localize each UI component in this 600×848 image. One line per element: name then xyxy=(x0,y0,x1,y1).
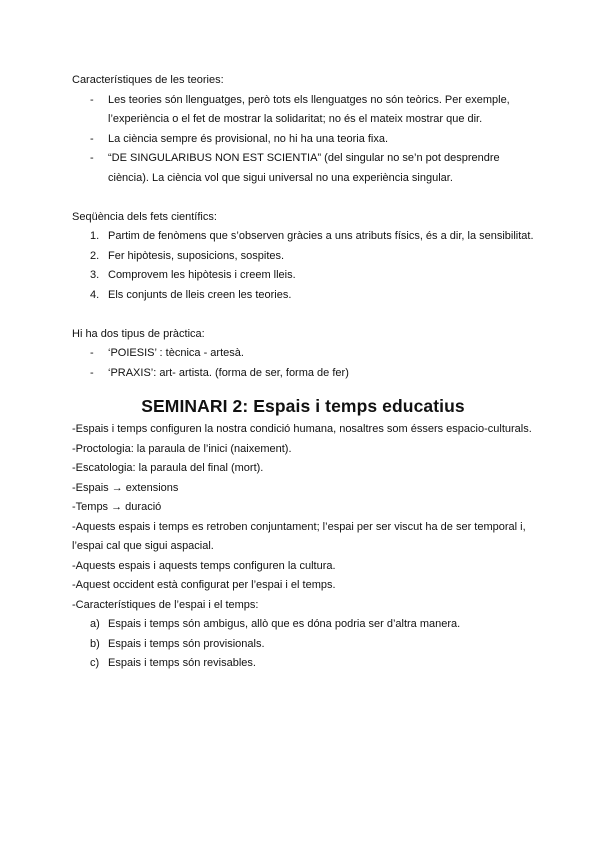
number-marker: 3. xyxy=(90,269,100,281)
list-item-text: Espais i temps són revisables. xyxy=(108,657,256,669)
number-marker: 4. xyxy=(90,288,100,301)
list-item xyxy=(72,227,534,247)
paragraph: -Espais i temps configuren la nostra condició humana, nosaltres som éssers espacio-culturals. xyxy=(72,423,532,435)
list-item-text: Espais i temps són ambigus, allò que es dóna podria ser d’altra manera. xyxy=(108,618,461,630)
characteristics-list xyxy=(72,615,534,674)
list-item xyxy=(72,286,534,306)
list-item-text: La ciència sempre és provisional, no hi ha una teoria fixa. xyxy=(108,132,389,145)
section-heading-practice: Hi ha dos tipus de pràctica: xyxy=(72,327,205,340)
paragraph: -Temps → duració xyxy=(72,501,162,513)
list-item xyxy=(72,247,534,267)
letter-marker: b) xyxy=(90,637,100,650)
list-item-text: Partim de fenòmens que s’observen gràcies a uns atributs físics, és a dir, la sensibilitat. xyxy=(108,230,534,242)
dash-marker: - xyxy=(90,366,94,379)
paragraph: -Aquests espais i aquests temps configuren la cultura. xyxy=(72,559,336,572)
document-page xyxy=(72,71,534,674)
list-item-text: Fer hipòtesis, suposicions, sospites. xyxy=(108,249,285,262)
paragraph: -Característiques de l’espai i el temps: xyxy=(72,598,259,611)
number-marker: 1. xyxy=(90,230,100,242)
dash-marker: - xyxy=(90,132,94,145)
list-item-text: Les teories són llenguatges, però tots els llenguatges no són teòrics. Per exemple, l’experiència o el fet de mostrar la solidaritat; no és el mateix mostrar que dir. xyxy=(108,93,510,125)
section-heading-theories: Característiques de les teories: xyxy=(72,74,224,86)
paragraph: -Aquests espais i temps es retroben conjuntament; l’espai per ser viscut ha de ser temporal i, l’espai cal que sigui aspacial. xyxy=(72,520,526,552)
list-item xyxy=(72,91,534,130)
dash-marker: - xyxy=(90,152,94,164)
sequence-list xyxy=(72,227,534,305)
list-item xyxy=(72,149,534,188)
seminar-title: SEMINARI 2: Espais i temps educatius xyxy=(141,396,465,416)
paragraph: -Espais → extensions xyxy=(72,481,179,494)
paragraph: -Escatologia: la paraula del final (mort). xyxy=(72,462,264,474)
list-item-text: Espais i temps són provisionals. xyxy=(108,637,265,650)
section-heading-sequence: Seqüència dels fets científics: xyxy=(72,210,217,223)
paragraph: -Aquest occident està configurat per l’espai i el temps. xyxy=(72,579,336,591)
number-marker: 2. xyxy=(90,249,100,262)
list-item xyxy=(72,266,534,286)
list-item-text: Els conjunts de lleis creen les teories. xyxy=(108,288,292,301)
list-item xyxy=(72,364,534,384)
list-item-text: ‘PRAXIS’: art- artista. (forma de ser, forma de fer) xyxy=(108,366,349,379)
practice-list xyxy=(72,344,534,383)
list-item xyxy=(72,130,534,150)
list-item xyxy=(72,635,534,655)
theories-list xyxy=(72,91,534,189)
paragraph: -Proctologia: la paraula de l’inici (naixement). xyxy=(72,442,292,455)
list-item xyxy=(72,654,534,674)
dash-marker: - xyxy=(90,93,94,106)
list-item xyxy=(72,615,534,635)
letter-marker: a) xyxy=(90,618,100,630)
spacer xyxy=(72,188,534,208)
spacer xyxy=(72,305,534,325)
list-item xyxy=(72,344,534,364)
list-item-text: “DE SINGULARIBUS NON EST SCIENTIA” (del singular no se’n pot desprendre ciència). La ciència vol que sigui universal no una experiència singular. xyxy=(108,152,500,184)
list-item-text: ‘POIESIS’ : tècnica - artesà. xyxy=(108,347,244,359)
dash-marker: - xyxy=(90,347,94,359)
letter-marker: c) xyxy=(90,657,100,669)
list-item-text: Comprovem les hipòtesis i creem lleis. xyxy=(108,269,296,281)
